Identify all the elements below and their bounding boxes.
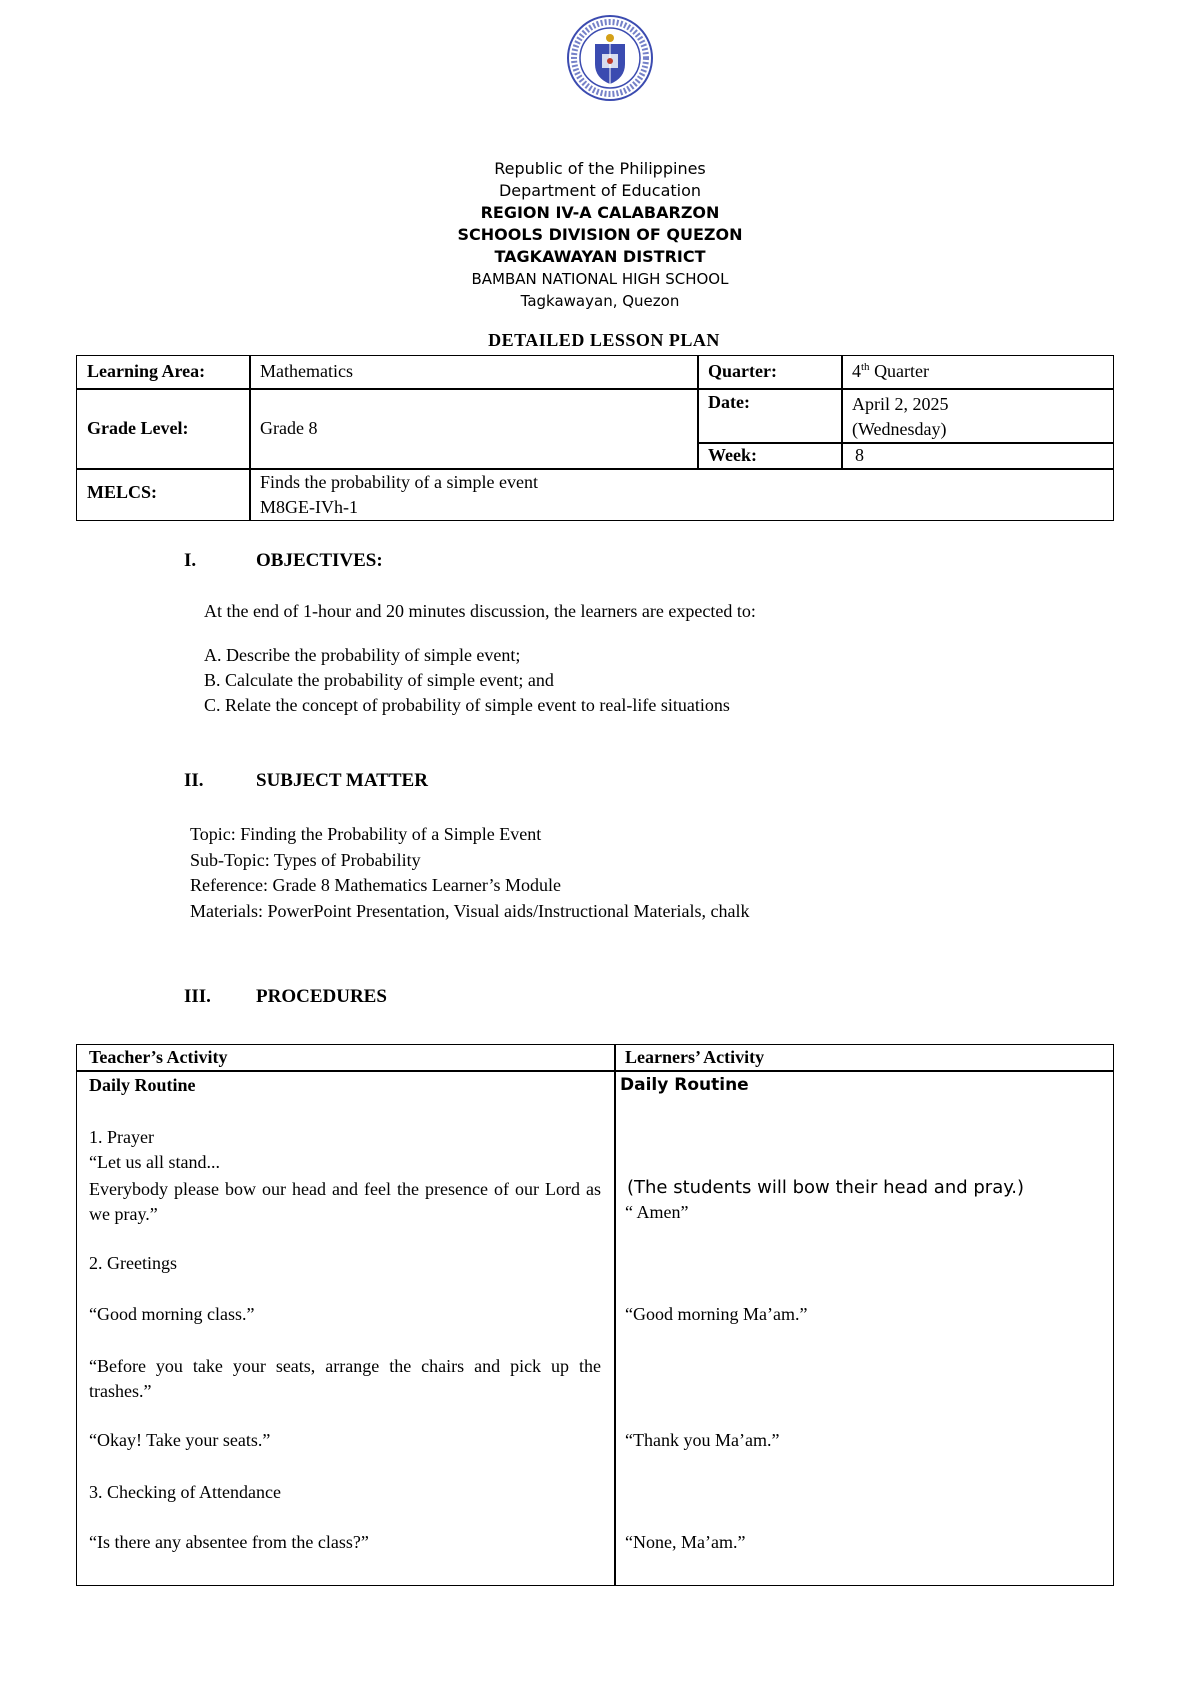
- subject-reference: Reference: Grade 8 Mathematics Learner’s Module: [190, 875, 562, 895]
- take-seats-instruction: “Okay! Take your seats.”: [89, 1430, 271, 1450]
- subject-matter-list: [190, 822, 749, 924]
- grade-level-value: Grade 8: [260, 418, 318, 438]
- melcs-label: MELCS:: [87, 482, 158, 502]
- objective-item: C. Relate the concept of probability of simple event to real-life situations: [204, 695, 730, 715]
- prayer-line: “Let us all stand...: [89, 1152, 220, 1172]
- melcs-value: Finds the probability of a simple event M8GE-IVh-1: [260, 472, 538, 517]
- learners-daily-routine: Daily Routine: [620, 1075, 749, 1095]
- date-value: April 2, 2025 (Wednesday): [852, 394, 949, 439]
- students-greeting: “Good morning Ma’am.”: [625, 1304, 808, 1324]
- learning-area-value: Mathematics: [260, 361, 353, 381]
- subject-subtopic: Sub-Topic: Types of Probability: [190, 849, 421, 870]
- prayer-title: 1. Prayer: [89, 1127, 154, 1147]
- teacher-daily-routine: Daily Routine: [89, 1075, 196, 1095]
- teacher-column-header: Teacher’s Activity: [89, 1047, 228, 1067]
- deped-seal-icon: [566, 14, 654, 102]
- header-republic: Republic of the Philippines: [494, 159, 706, 178]
- header-region: REGION IV-A CALABARZON: [480, 203, 720, 222]
- school-header: [0, 158, 1200, 312]
- objectives-intro: At the end of 1-hour and 20 minutes discussion, the learners are expected to:: [204, 601, 756, 621]
- students-amen: “ Amen”: [625, 1202, 689, 1222]
- learners-column-header: Learners’ Activity: [625, 1047, 765, 1067]
- lesson-info-table: [76, 355, 1114, 521]
- attendance-title: 3. Checking of Attendance: [89, 1482, 281, 1502]
- teacher-greeting: “Good morning class.”: [89, 1304, 255, 1324]
- students-none: “None, Ma’am.”: [625, 1532, 746, 1552]
- students-pray: (The students will bow their head and pray.): [627, 1177, 1025, 1198]
- header-department: Department of Education: [498, 181, 702, 200]
- header-school: BAMBAN NATIONAL HIGH SCHOOL: [471, 270, 729, 288]
- objectives-heading: I. OBJECTIVES:: [184, 550, 383, 571]
- absentee-question: “Is there any absentee from the class?”: [89, 1532, 369, 1552]
- students-thanks: “Thank you Ma’am.”: [625, 1430, 780, 1450]
- header-division: SCHOOLS DIVISION OF QUEZON: [457, 225, 743, 244]
- prayer-paragraph: Everybody please bow our head and feel the presence of our Lord as we pray.”: [89, 1179, 601, 1224]
- quarter-label: Quarter:: [708, 361, 777, 381]
- date-label: Date:: [708, 392, 750, 412]
- grade-level-label: Grade Level:: [87, 418, 189, 438]
- procedures-heading: III. PROCEDURES: [184, 986, 387, 1007]
- greetings-title: 2. Greetings: [89, 1253, 177, 1273]
- arrange-chairs-instruction: “Before you take your seats, arrange the chairs and pick up the trashes.”: [89, 1356, 601, 1401]
- subject-matter-heading: II. SUBJECT MATTER: [184, 770, 428, 791]
- header-district: TAGKAWAYAN DISTRICT: [494, 247, 706, 266]
- week-label: Week:: [708, 445, 757, 465]
- objective-item: B. Calculate the probability of simple event; and: [204, 670, 554, 690]
- quarter-value: 4th Quarter: [852, 361, 930, 381]
- header-town: Tagkawayan, Quezon: [520, 292, 680, 310]
- subject-materials: Materials: PowerPoint Presentation, Visual aids/Instructional Materials, chalk: [190, 900, 750, 921]
- objectives-list: [204, 643, 730, 718]
- learning-area-label: Learning Area:: [87, 361, 206, 381]
- week-value: 8: [855, 445, 864, 465]
- subject-topic: Topic: Finding the Probability of a Simple Event: [190, 824, 542, 844]
- objective-item: A. Describe the probability of simple event;: [204, 645, 521, 665]
- procedures-table: [76, 1044, 1114, 1586]
- document-title: DETAILED LESSON PLAN: [488, 330, 720, 350]
